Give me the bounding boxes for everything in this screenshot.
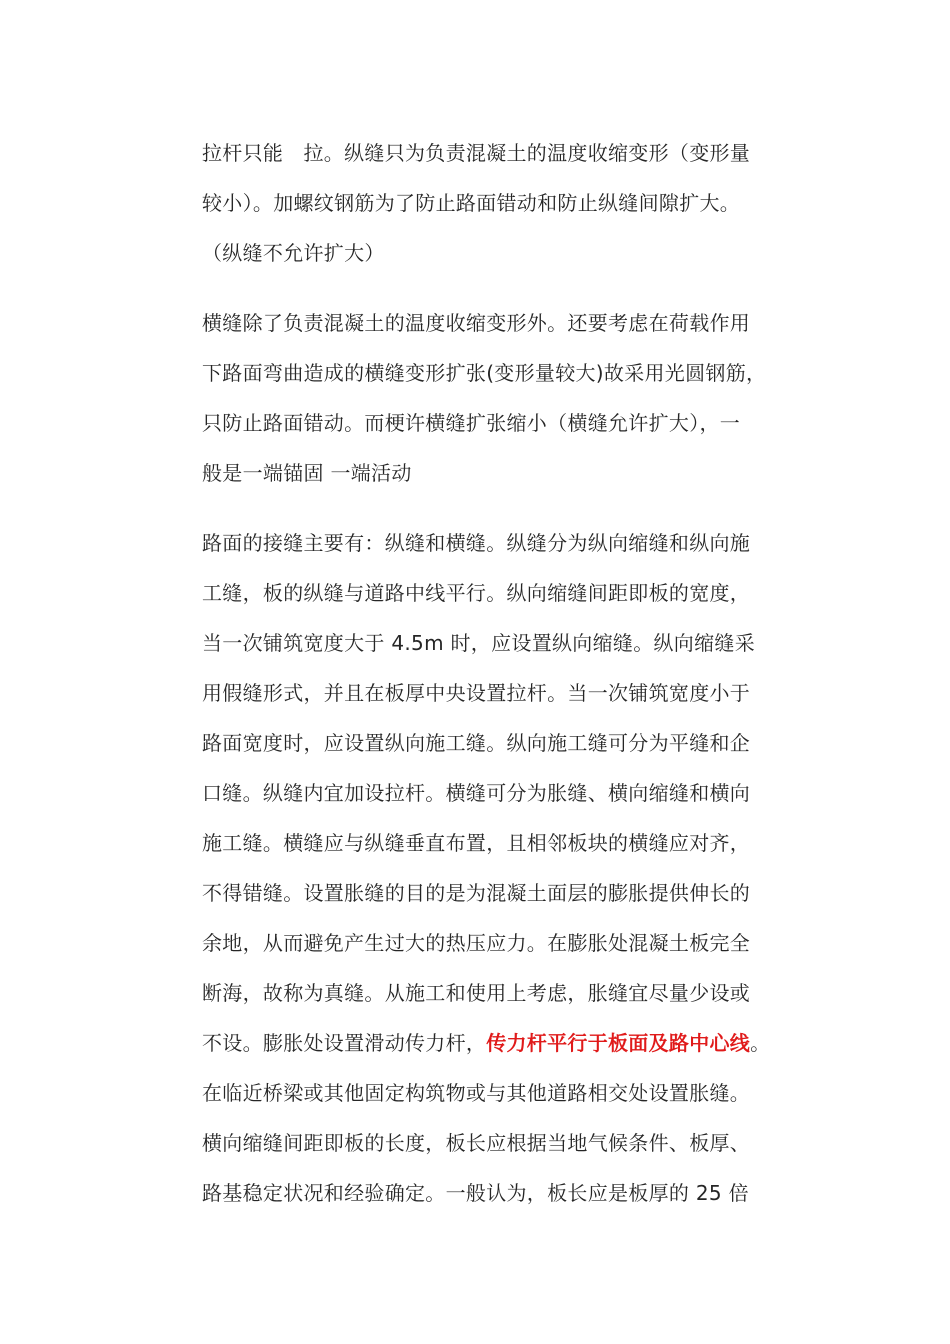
text-line: 断海，故称为真缝。从施工和使用上考虑，胀缝宜尽量少设或 bbox=[202, 981, 751, 1005]
paragraph-longitudinal-joint bbox=[202, 128, 808, 278]
text-line: 工缝，板的纵缝与道路中线平行。纵向缩缝间距即板的宽度， bbox=[202, 581, 751, 605]
text-line: 用假缝形式，并且在板厚中央设置拉杆。当一次铺筑宽度小于 bbox=[202, 681, 751, 705]
text-line: 路面的接缝主要有：纵缝和横缝。纵缝分为纵向缩缝和纵向施 bbox=[202, 531, 751, 555]
text-line: 口缝。纵缝内宜加设拉杆。横缝可分为胀缝、横向缩缝和横向 bbox=[202, 781, 751, 805]
text-line: 施工缝。横缝应与纵缝垂直布置，且相邻板块的横缝应对齐， bbox=[202, 831, 751, 855]
document-body bbox=[202, 128, 808, 1238]
text-line: 般是一端锚固 一端活动 bbox=[202, 461, 412, 485]
text-line: 路面宽度时，应设置纵向施工缝。纵向施工缝可分为平缝和企 bbox=[202, 731, 751, 755]
text-line: 拉杆只能 拉。纵缝只为负责混凝土的温度收缩变形（变形量 bbox=[202, 141, 751, 165]
text-segment: 。 bbox=[750, 1031, 771, 1055]
text-line: 只防止路面错动。而梗许横缝扩张缩小（横缝允许扩大），一 bbox=[202, 411, 741, 435]
paragraph-transverse-joint bbox=[202, 298, 808, 498]
text-line: （纵缝不允许扩大） bbox=[202, 241, 385, 265]
paragraph-pavement-joints bbox=[202, 518, 808, 1218]
text-line: 较小）。加螺纹钢筋为了防止路面错动和防止纵缝间隙扩大。 bbox=[202, 191, 741, 215]
text-line: 当一次铺筑宽度大于 4.5m 时，应设置纵向缩缝。纵向缩缝采 bbox=[202, 631, 756, 655]
text-line: 下路面弯曲造成的横缝变形扩张(变形量较大)故采用光圆钢筋， bbox=[202, 361, 767, 385]
text-line: 横缝除了负责混凝土的温度收缩变形外。还要考虑在荷载作用 bbox=[202, 311, 751, 335]
text-line: 在临近桥梁或其他固定构筑物或与其他道路相交处设置胀缝。 bbox=[202, 1081, 751, 1105]
text-line: 余地，从而避免产生过大的热压应力。在膨胀处混凝土板完全 bbox=[202, 931, 751, 955]
text-segment: 不设。膨胀处设置滑动传力杆， bbox=[202, 1031, 487, 1055]
text-line: 路基稳定状况和经验确定。一般认为，板长应是板厚的 25 倍 bbox=[202, 1181, 749, 1205]
text-line: 不得错缝。设置胀缝的目的是为混凝土面层的膨胀提供伸长的 bbox=[202, 881, 751, 905]
text-line: 横向缩缝间距即板的长度，板长应根据当地气候条件、板厚、 bbox=[202, 1131, 751, 1155]
emphasis-text: 传力杆平行于板面及路中心线 bbox=[486, 1031, 751, 1055]
text-line-with-emphasis bbox=[202, 1018, 808, 1068]
